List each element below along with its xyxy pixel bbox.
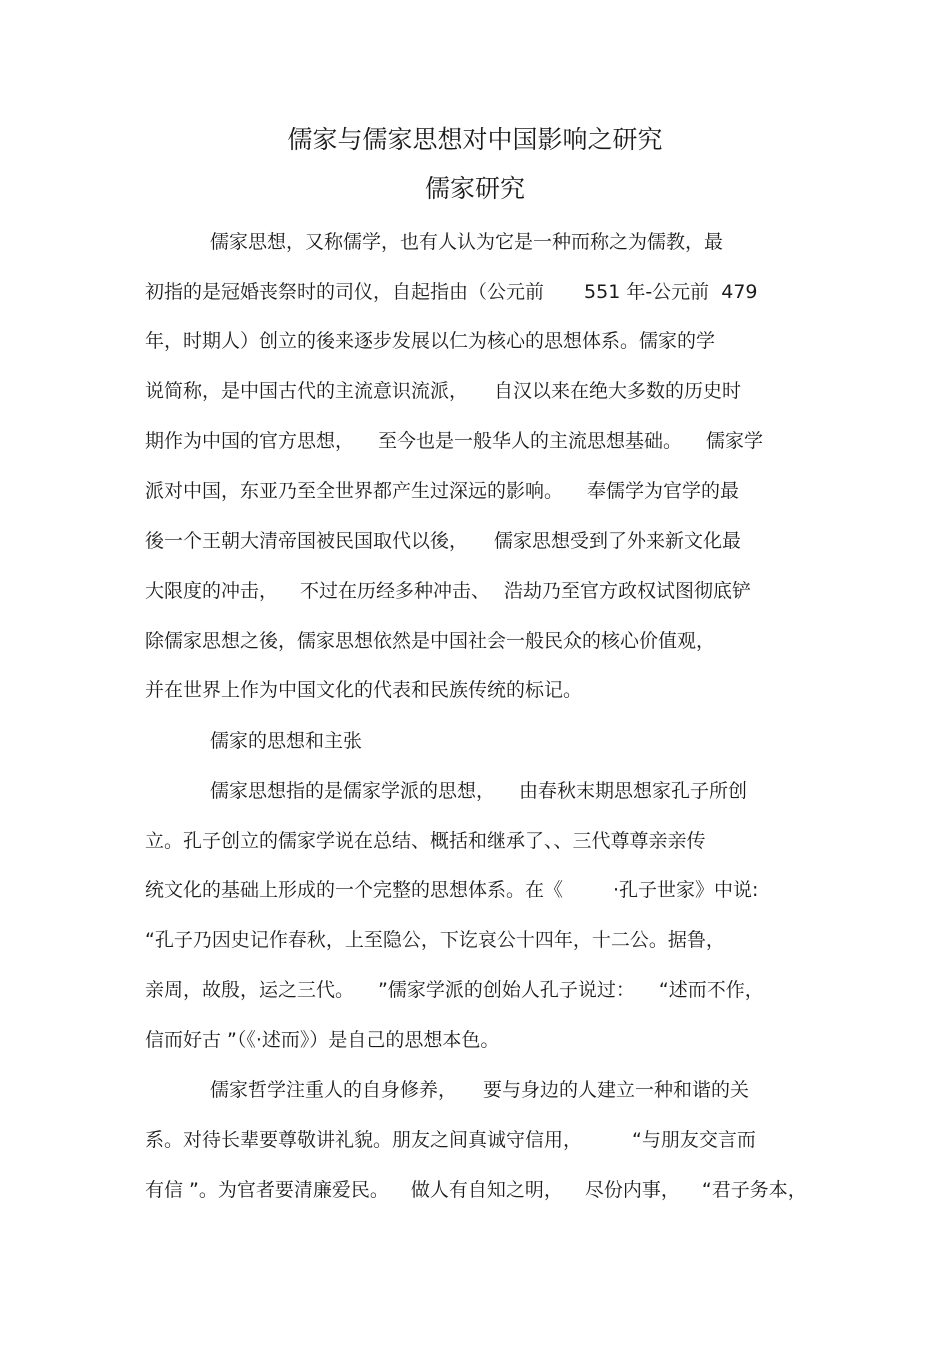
paragraph1-line1: 儒家思想，又称儒学，也有人认为它是一种而称之为儒教，最 [210,231,724,253]
paragraph2-line5-part-b: ”儒家学派的创始人孔子说过： [378,979,635,1001]
paragraph1-line5-part-c: 儒家学 [706,430,764,452]
paragraph1-line10: 并在世界上作为中国文化的代表和民族传统的标记。 [145,679,583,701]
paragraph2-line3 [145,877,758,903]
section-heading: 儒家的思想和主张 [210,730,363,752]
paragraph3-line1-part-b: 要与身边的人建立一种和谐的关 [483,1079,750,1101]
paragraph3-line1-part-a: 儒家哲学注重人的自身修养， [210,1079,458,1101]
paragraph1-line6-part-a: 派对中国，东亚乃至全世界都产生过深远的影响。 [145,480,564,502]
paragraph1-line2-part-a: 初指的是冠婚丧祭时的司仪，自起指由（公元前 [145,281,545,303]
paragraph1-line8-part-a: 大限度的冲击， [145,580,279,602]
document-subtitle: 儒家研究 [424,174,525,203]
paragraph1-line9: 除儒家思想之後，儒家思想依然是中国社会一般民众的核心价值观， [145,630,716,652]
paragraph1-line7-part-a: 後一个王朝大清帝国被民国取代以後， [145,530,469,552]
paragraph2-line5-part-c: “述而不作， [658,979,764,1001]
paragraph1-line5-part-a: 期作为中国的官方思想， [145,430,355,452]
paragraph1-line4-part-b: 自汉以来在绝大多数的历史时 [494,380,742,402]
paragraph2-line3-part-b: ·孔子世家》中说: [613,879,759,901]
paragraph2-line3-part-a: 统文化的基础上形成的一个完整的思想体系。在《 [145,879,564,901]
paragraph1-line8-part-c: 浩劫乃至官方政权试图彻底铲 [504,580,752,602]
paragraph2-line4: “孔子乃因史记作春秋，上至隐公，下讫哀公十四年，十二公。据鲁， [145,929,725,951]
paragraph2-line2: 立。孔子创立的儒家学说在总结、概括和继承了、、三代尊尊亲亲传 [145,830,706,852]
paragraph1-line7-part-b: 儒家思想受到了外来新文化最 [494,530,742,552]
paragraph2-line5-part-a: 亲周，故殷，运之三代。 [145,979,355,1001]
paragraph3-line3-part-d: “君子务本， [701,1179,807,1201]
paragraph2-line1 [210,778,747,804]
paragraph2-line6: 信而好古 ”（《·述而》）是自己的思想本色。 [145,1029,500,1051]
paragraph3-line3-part-a: 有信 ”。为官者要清廉爱民。 [145,1179,389,1201]
paragraph2-line1-part-a: 儒家思想指的是儒家学派的思想， [210,780,496,802]
paragraph1-line4-part-a: 说简称，是中国古代的主流意识流派， [145,380,469,402]
paragraph1-line4 [145,378,741,404]
paragraph2-line1-part-b: 由春秋末期思想家孔子所创 [519,780,748,802]
paragraph3-line2 [145,1127,756,1153]
document-title: 儒家与儒家思想对中国影响之研究 [287,125,663,154]
paragraph1-line2-part-b: 551 年-公元前 479 [584,281,758,303]
paragraph2-line5 [145,977,764,1003]
paragraph1-line5 [145,428,763,454]
paragraph1-line8-part-b: 不过在历经多种冲击、 [300,580,491,602]
paragraph1-line7 [145,528,741,554]
paragraph3-line3-part-b: 做人有自知之明， [410,1179,563,1201]
paragraph1-line6 [145,478,739,504]
paragraph1-line8 [145,578,751,604]
paragraph3-line3-part-c: 尽份内事， [584,1179,680,1201]
paragraph1-line6-part-b: 奉儒学为官学的最 [587,480,740,502]
paragraph3-line1 [210,1077,749,1103]
paragraph1-line2 [145,279,758,305]
paragraph3-line3 [145,1177,807,1203]
paragraph3-line2-part-b: “与朋友交言而 [632,1129,756,1151]
paragraph1-line5-part-b: 至今也是一般华人的主流思想基础。 [378,430,683,452]
paragraph3-line2-part-a: 系。对待长辈要尊敬讲礼貌。朋友之间真诚守信用， [145,1129,583,1151]
paragraph1-line3: 年，时期人）创立的後来逐步发展以仁为核心的思想体系。儒家的学 [145,330,716,352]
